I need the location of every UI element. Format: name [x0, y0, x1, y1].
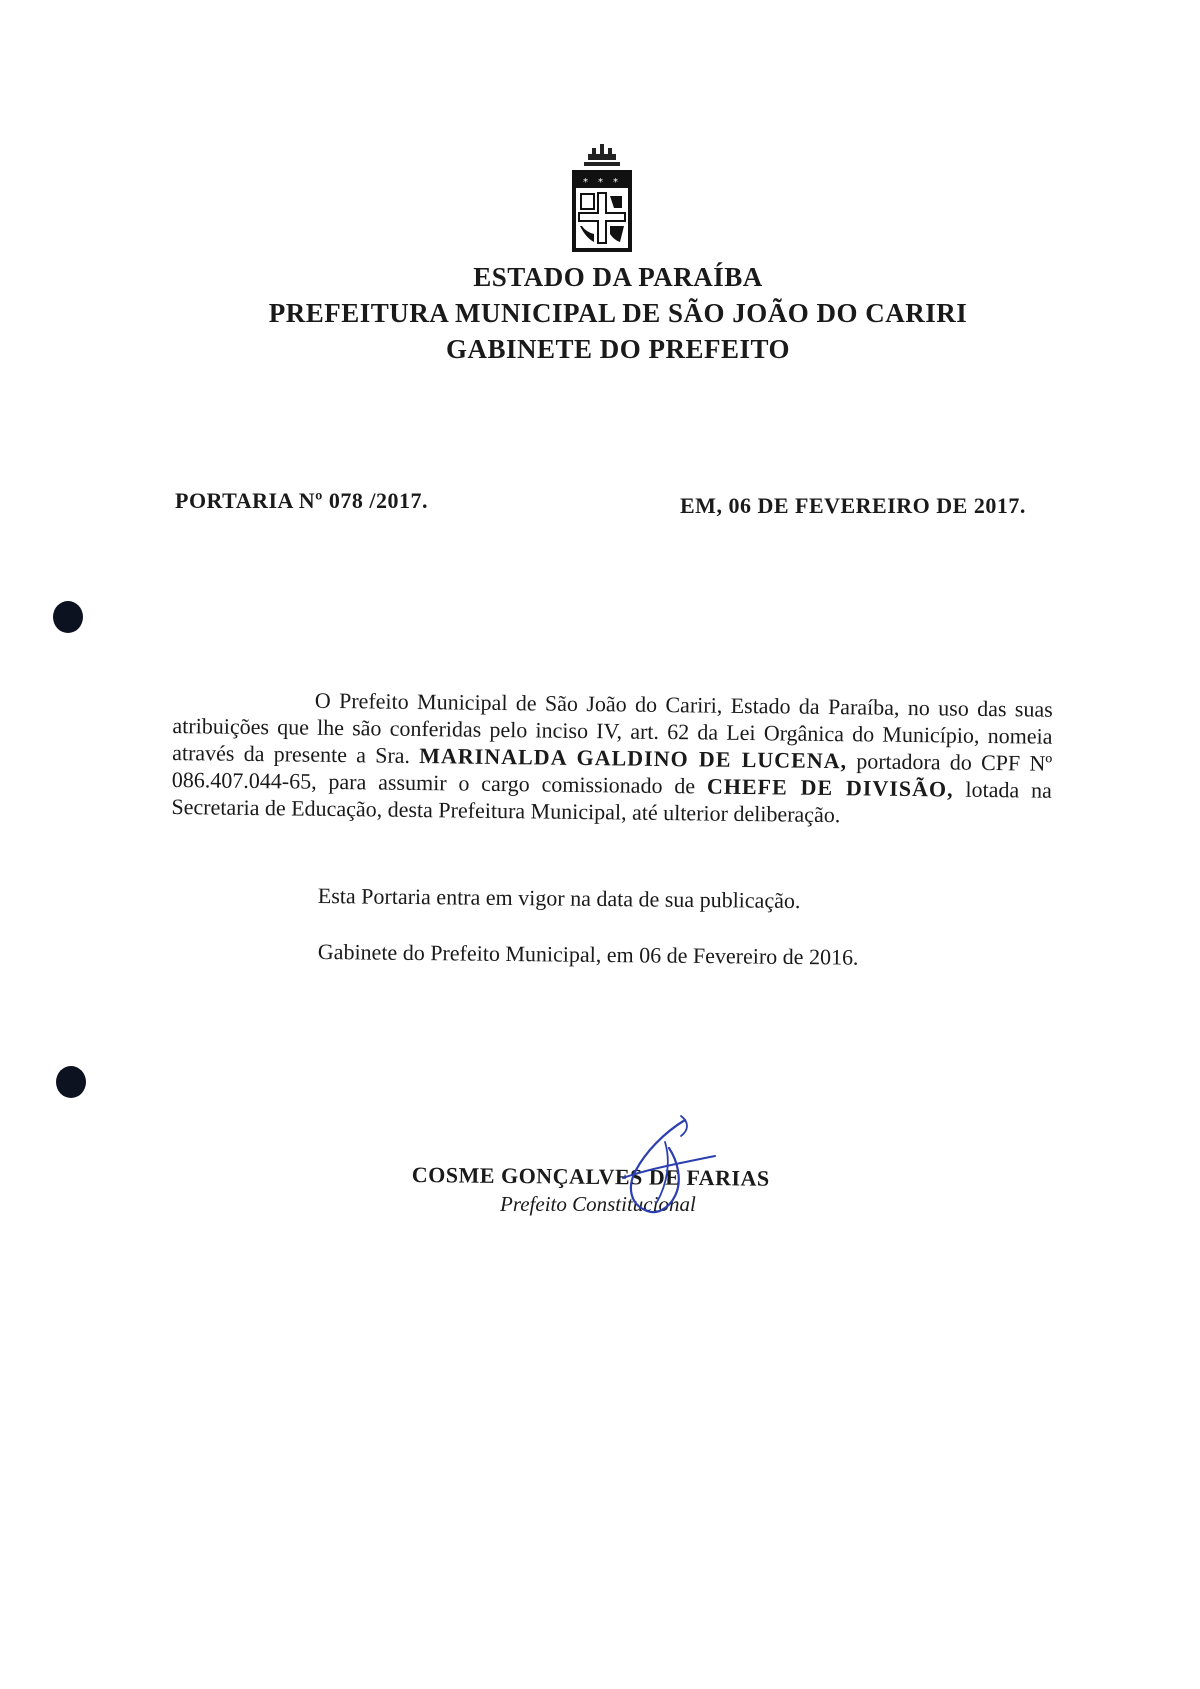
svg-text:*: * [583, 177, 588, 188]
place-and-date: Gabinete do Prefeito Municipal, em 06 de Fevereiro de 2016. [317, 939, 859, 970]
handwritten-signature-icon [605, 1112, 725, 1222]
municipality-heading: PREFEITURA MUNICIPAL DE SÃO JOÃO DO CARIRI [268, 298, 968, 328]
portaria-date: EM, 06 DE FEVEREIRO DE 2017. [680, 493, 1026, 518]
effective-statement: Esta Portaria entra em vigor na data de sua publicação. [317, 883, 801, 914]
signer-title: Prefeito Constitucional [500, 1192, 696, 1216]
appointee-name: MARINALDA GALDINO DE LUCENA, [419, 743, 848, 774]
coat-of-arms-icon [570, 142, 634, 254]
signer-name: COSME GONÇALVES DE FARIAS [411, 1162, 770, 1191]
closing-text: lotada na Secretaria de Educação, desta Prefeitura Municipal, até ulterior deliberação. [171, 776, 1052, 828]
cpf-text: portadora do CPF Nº 086.407.044-65, para assumir o cargo comissionado de [171, 748, 1053, 799]
position-title: CHEFE DE DIVISÃO, [706, 773, 954, 802]
punch-hole-icon [56, 1066, 86, 1098]
svg-text:*: * [598, 177, 603, 188]
punch-hole-icon [53, 601, 83, 633]
svg-text:*: * [613, 177, 618, 188]
appointment-paragraph [171, 685, 1053, 831]
state-heading: ESTADO DA PARAÍBA [473, 262, 763, 292]
office-heading: GABINETE DO PREFEITO [445, 334, 791, 364]
intro-text: O Prefeito Municipal de São João do Cariri, Estado da Paraíba, no uso das suas atribuições que lhe são conferidas pelo inciso IV, art. 62 da Lei Orgânica do Município, nomeia através da presente a Sra. [172, 687, 1053, 768]
portaria-number: PORTARIA Nº 078 /2017. [175, 488, 428, 513]
